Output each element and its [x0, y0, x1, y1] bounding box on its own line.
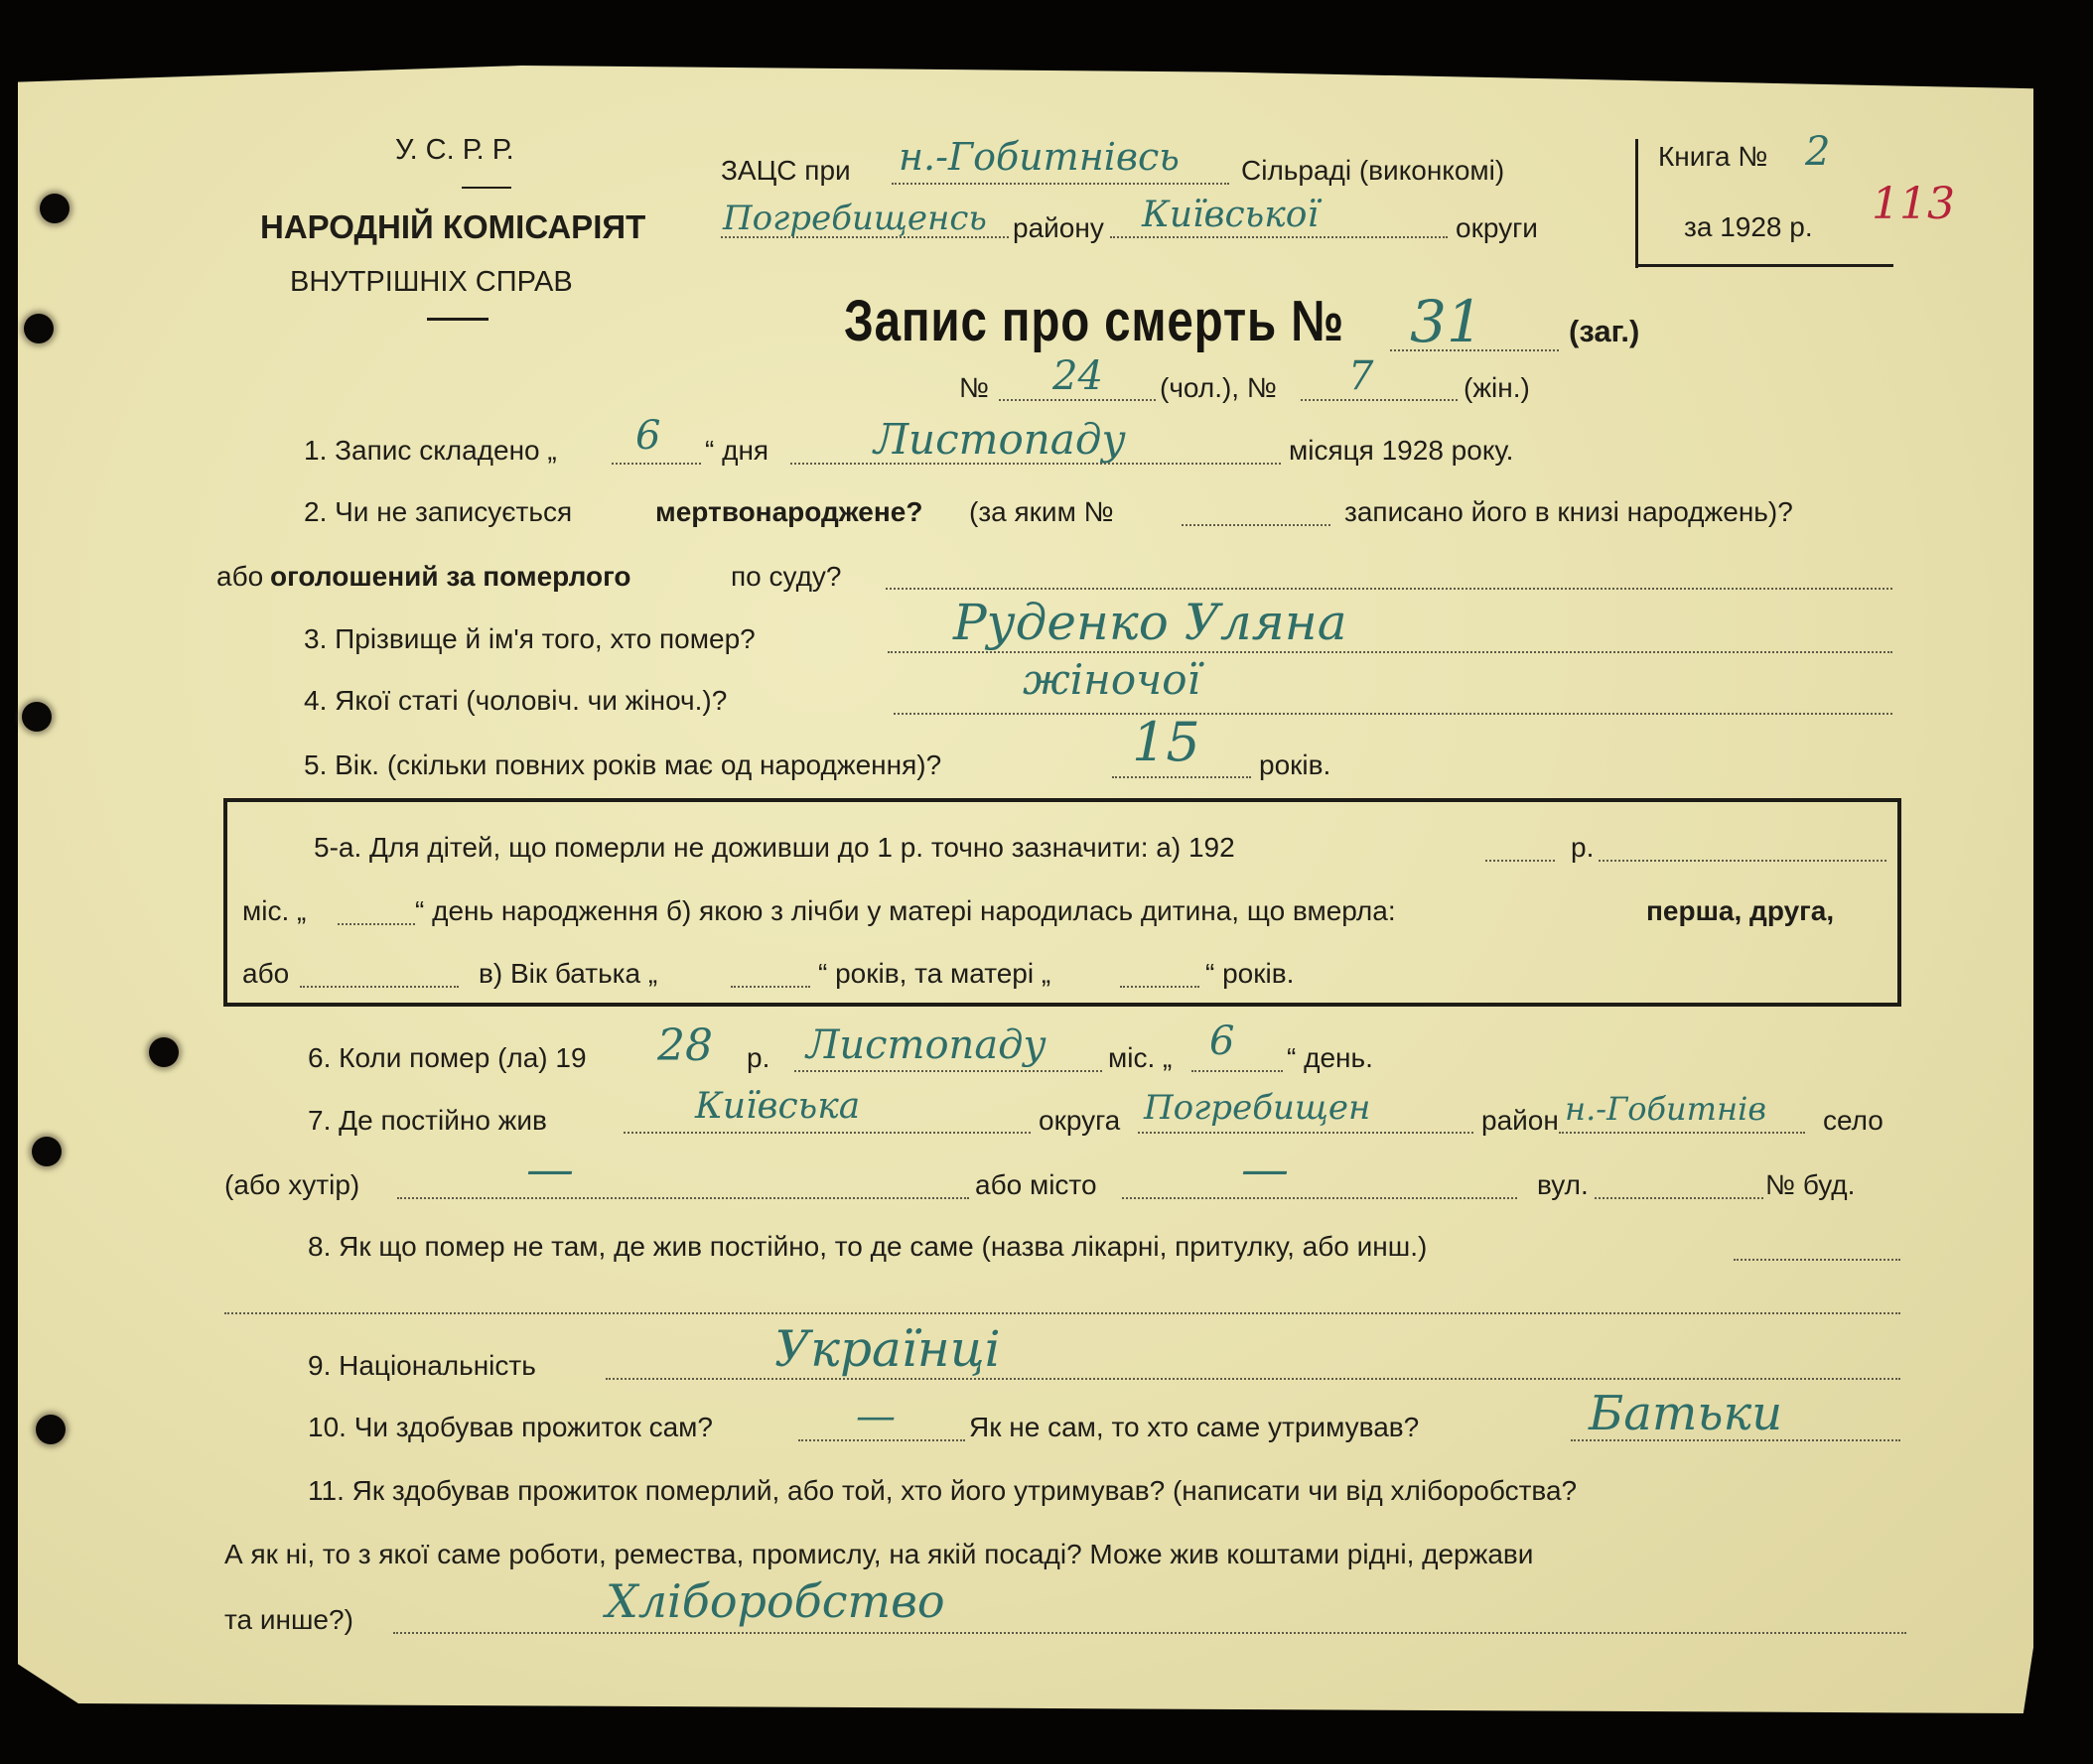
f2-d: записано його в книзі народжень)?: [1344, 496, 1793, 527]
punch-hole: [40, 194, 70, 223]
okrugy-label: округи: [1456, 212, 1538, 243]
punch-hole: [36, 1415, 66, 1444]
book-box-bottom: [1635, 264, 1893, 267]
f6-mis: міс. „: [1108, 1042, 1173, 1073]
f5-end: років.: [1259, 749, 1331, 780]
council-label: Сільраді (виконкомі): [1241, 155, 1505, 186]
f2-no-fill: [1182, 524, 1330, 526]
f7b-abo-misto: або місто: [975, 1169, 1097, 1200]
f11-line2: А як ні, то з якої саме роботи, ремества, промислу, на якій посаді? Може жив коштами рідні, держави: [224, 1539, 1534, 1569]
f7b-dash2: —: [1241, 1142, 1289, 1197]
f5a-year-rest-fill: [1599, 860, 1886, 862]
f6-month-fill: [794, 1070, 1102, 1072]
f1-mid: “ дня: [705, 435, 769, 466]
f5a-line3b: “ років, та матері „: [818, 958, 1051, 989]
f6-day: 6: [1209, 1018, 1235, 1064]
punch-hole: [24, 314, 54, 343]
f6-end: “ день.: [1287, 1042, 1373, 1073]
header-divider: [427, 318, 488, 321]
f6-label: 6. Коли помер (ла) 19: [308, 1042, 587, 1073]
book-label: Книга №: [1658, 141, 1768, 172]
male-count: 24: [1052, 353, 1103, 399]
f5a-line3c: “ років.: [1205, 958, 1295, 989]
f5a-line2a: “ день народження б) якою з лічби у матері народилась дитина, що вмерла:: [415, 895, 1396, 926]
f7-village-value: н.-Гобитнів: [1565, 1090, 1766, 1128]
f1-label: 1. Запис складено „: [304, 435, 557, 466]
f8-label: 8. Як що помер не там, де жив постійно, то де саме (назва лікарні, притулку, або инш.): [308, 1231, 1428, 1262]
f5-label: 5. Вік. (скільки повних років має од народження)?: [304, 749, 942, 780]
female-count: 7: [1348, 353, 1374, 399]
f2-b: мертвонароджене?: [655, 496, 923, 527]
record-number: 31: [1410, 288, 1483, 355]
f5a-line2b: перша, друга,: [1646, 895, 1835, 926]
male-no-fill: [999, 399, 1156, 401]
f7-okruga: округа: [1039, 1105, 1121, 1136]
f7-okrug-fill: [624, 1132, 1031, 1134]
f5a-mother-fill: [1120, 986, 1199, 988]
okrug-value: Київської: [1142, 195, 1319, 235]
zhin-label: (жін.): [1464, 372, 1530, 403]
f7b-dash1: —: [526, 1142, 574, 1197]
f7b-bud: № буд.: [1765, 1169, 1856, 1200]
f6-year: 28: [657, 1020, 713, 1071]
f8-fill-a: [1734, 1259, 1900, 1261]
f4-fill: [894, 713, 1892, 715]
f7-raion-value: Погребищен: [1144, 1088, 1371, 1128]
f7-raion-fill: [1138, 1132, 1473, 1134]
book-number: 2: [1805, 129, 1831, 175]
village-council-fill: [892, 183, 1229, 185]
f7-okrug-value: Київська: [695, 1086, 861, 1127]
f3-value: Руденко Уляна: [953, 594, 1347, 651]
f2-a: 2. Чи не записується: [304, 496, 573, 527]
f6-day-fill: [1191, 1070, 1283, 1072]
male-no-label: №: [959, 372, 990, 403]
f2-e: або: [216, 561, 264, 592]
f6-r: р.: [747, 1042, 770, 1073]
f11-fill: [393, 1632, 1906, 1634]
f2-c: (за яким №: [969, 496, 1114, 527]
f2-court-fill: [886, 588, 1892, 590]
f1-month-value: Листопаду: [874, 415, 1126, 464]
f7-raion: район: [1481, 1105, 1559, 1136]
f10-value: Батьки: [1589, 1386, 1783, 1441]
f1-end: місяця 1928 року.: [1289, 435, 1514, 466]
f5a-day-fill: [338, 923, 415, 925]
f4-label: 4. Якої статі (чоловіч. чи жіноч.)?: [304, 685, 728, 716]
f10-a: 10. Чи здобував прожиток сам?: [308, 1412, 713, 1442]
f7-selo: село: [1823, 1105, 1884, 1136]
okrug-fill: [1110, 236, 1448, 238]
f11-value: Хліборобство: [606, 1574, 945, 1628]
village-council-value: н.-Гобитнівсь: [899, 135, 1180, 179]
f5a-line3a: в) Вік батька „: [479, 958, 658, 989]
f10-dash: —: [856, 1394, 896, 1439]
f9-value: Українці: [774, 1320, 1001, 1378]
page-number: 113: [1872, 179, 1955, 229]
f5a-line1: 5-а. Для дітей, що померли не доживши до 1 р. точно зазначити: а) 192: [314, 832, 1235, 863]
f9-fill: [606, 1378, 1900, 1380]
f5-fill: [1112, 776, 1251, 778]
f3-fill: [888, 651, 1892, 653]
f10-b: Як не сам, то хто саме утримував?: [969, 1412, 1420, 1442]
f5a-mis: міс. „: [242, 895, 307, 926]
f7b-vul-fill: [1595, 1197, 1763, 1199]
f5a-year-fill: [1485, 860, 1555, 862]
f5a-abo-fill: [300, 986, 459, 988]
f11-line3: та инше?): [224, 1604, 353, 1635]
f5a-r: р.: [1571, 832, 1595, 863]
commissariat-label: НАРОДНІЙ КОМІСАРІЯТ: [260, 208, 646, 245]
f6-month: Листопаду: [806, 1022, 1046, 1068]
internal-affairs-label: ВНУТРІШНІХ СПРАВ: [290, 266, 573, 298]
punch-hole: [22, 702, 52, 732]
f7b-khutir-fill: [397, 1197, 969, 1199]
f5a-father-fill: [731, 986, 810, 988]
f7b-khutir: (або хутір): [224, 1169, 360, 1200]
f5a-abo: або: [242, 958, 290, 989]
zacs-label: ЗАЦС при: [721, 155, 851, 186]
f1-day-value: 6: [635, 413, 661, 459]
chol-label: (чол.), №: [1160, 372, 1277, 403]
header-divider: [462, 187, 511, 189]
f4-value: жіночої: [1023, 655, 1200, 704]
raion-label: району: [1013, 212, 1104, 243]
female-no-fill: [1301, 399, 1458, 401]
f7-label: 7. Де постійно жив: [308, 1105, 547, 1136]
book-box-left: [1635, 139, 1638, 268]
f2-g: по суду?: [731, 561, 842, 592]
ussr-label: У. С. Р. Р.: [395, 134, 514, 166]
f5-value: 15: [1132, 711, 1200, 773]
f1-day-fill: [612, 463, 701, 465]
f11-line1: 11. Як здобував прожиток померлий, або той, хто його утримував? (написати чи від хліборобства?: [308, 1475, 1578, 1506]
f9-label: 9. Національність: [308, 1350, 536, 1381]
f7b-misto-fill: [1122, 1197, 1517, 1199]
f2-f: оголошений за померлого: [270, 561, 631, 592]
f3-label: 3. Прізвище й ім'я того, хто помер?: [304, 623, 756, 654]
record-title: Запис про смерть №: [844, 289, 1344, 353]
f7b-vul: вул.: [1537, 1169, 1589, 1200]
f8-fill-b: [224, 1312, 1900, 1314]
punch-hole: [32, 1137, 62, 1166]
year-label: за 1928 р.: [1684, 211, 1813, 242]
f7-village-fill: [1559, 1132, 1805, 1134]
district-value: Погребищенсь: [723, 199, 987, 238]
punch-hole: [149, 1037, 179, 1067]
zag-label: (заг.): [1569, 314, 1640, 348]
f10-self-fill: [798, 1439, 965, 1441]
